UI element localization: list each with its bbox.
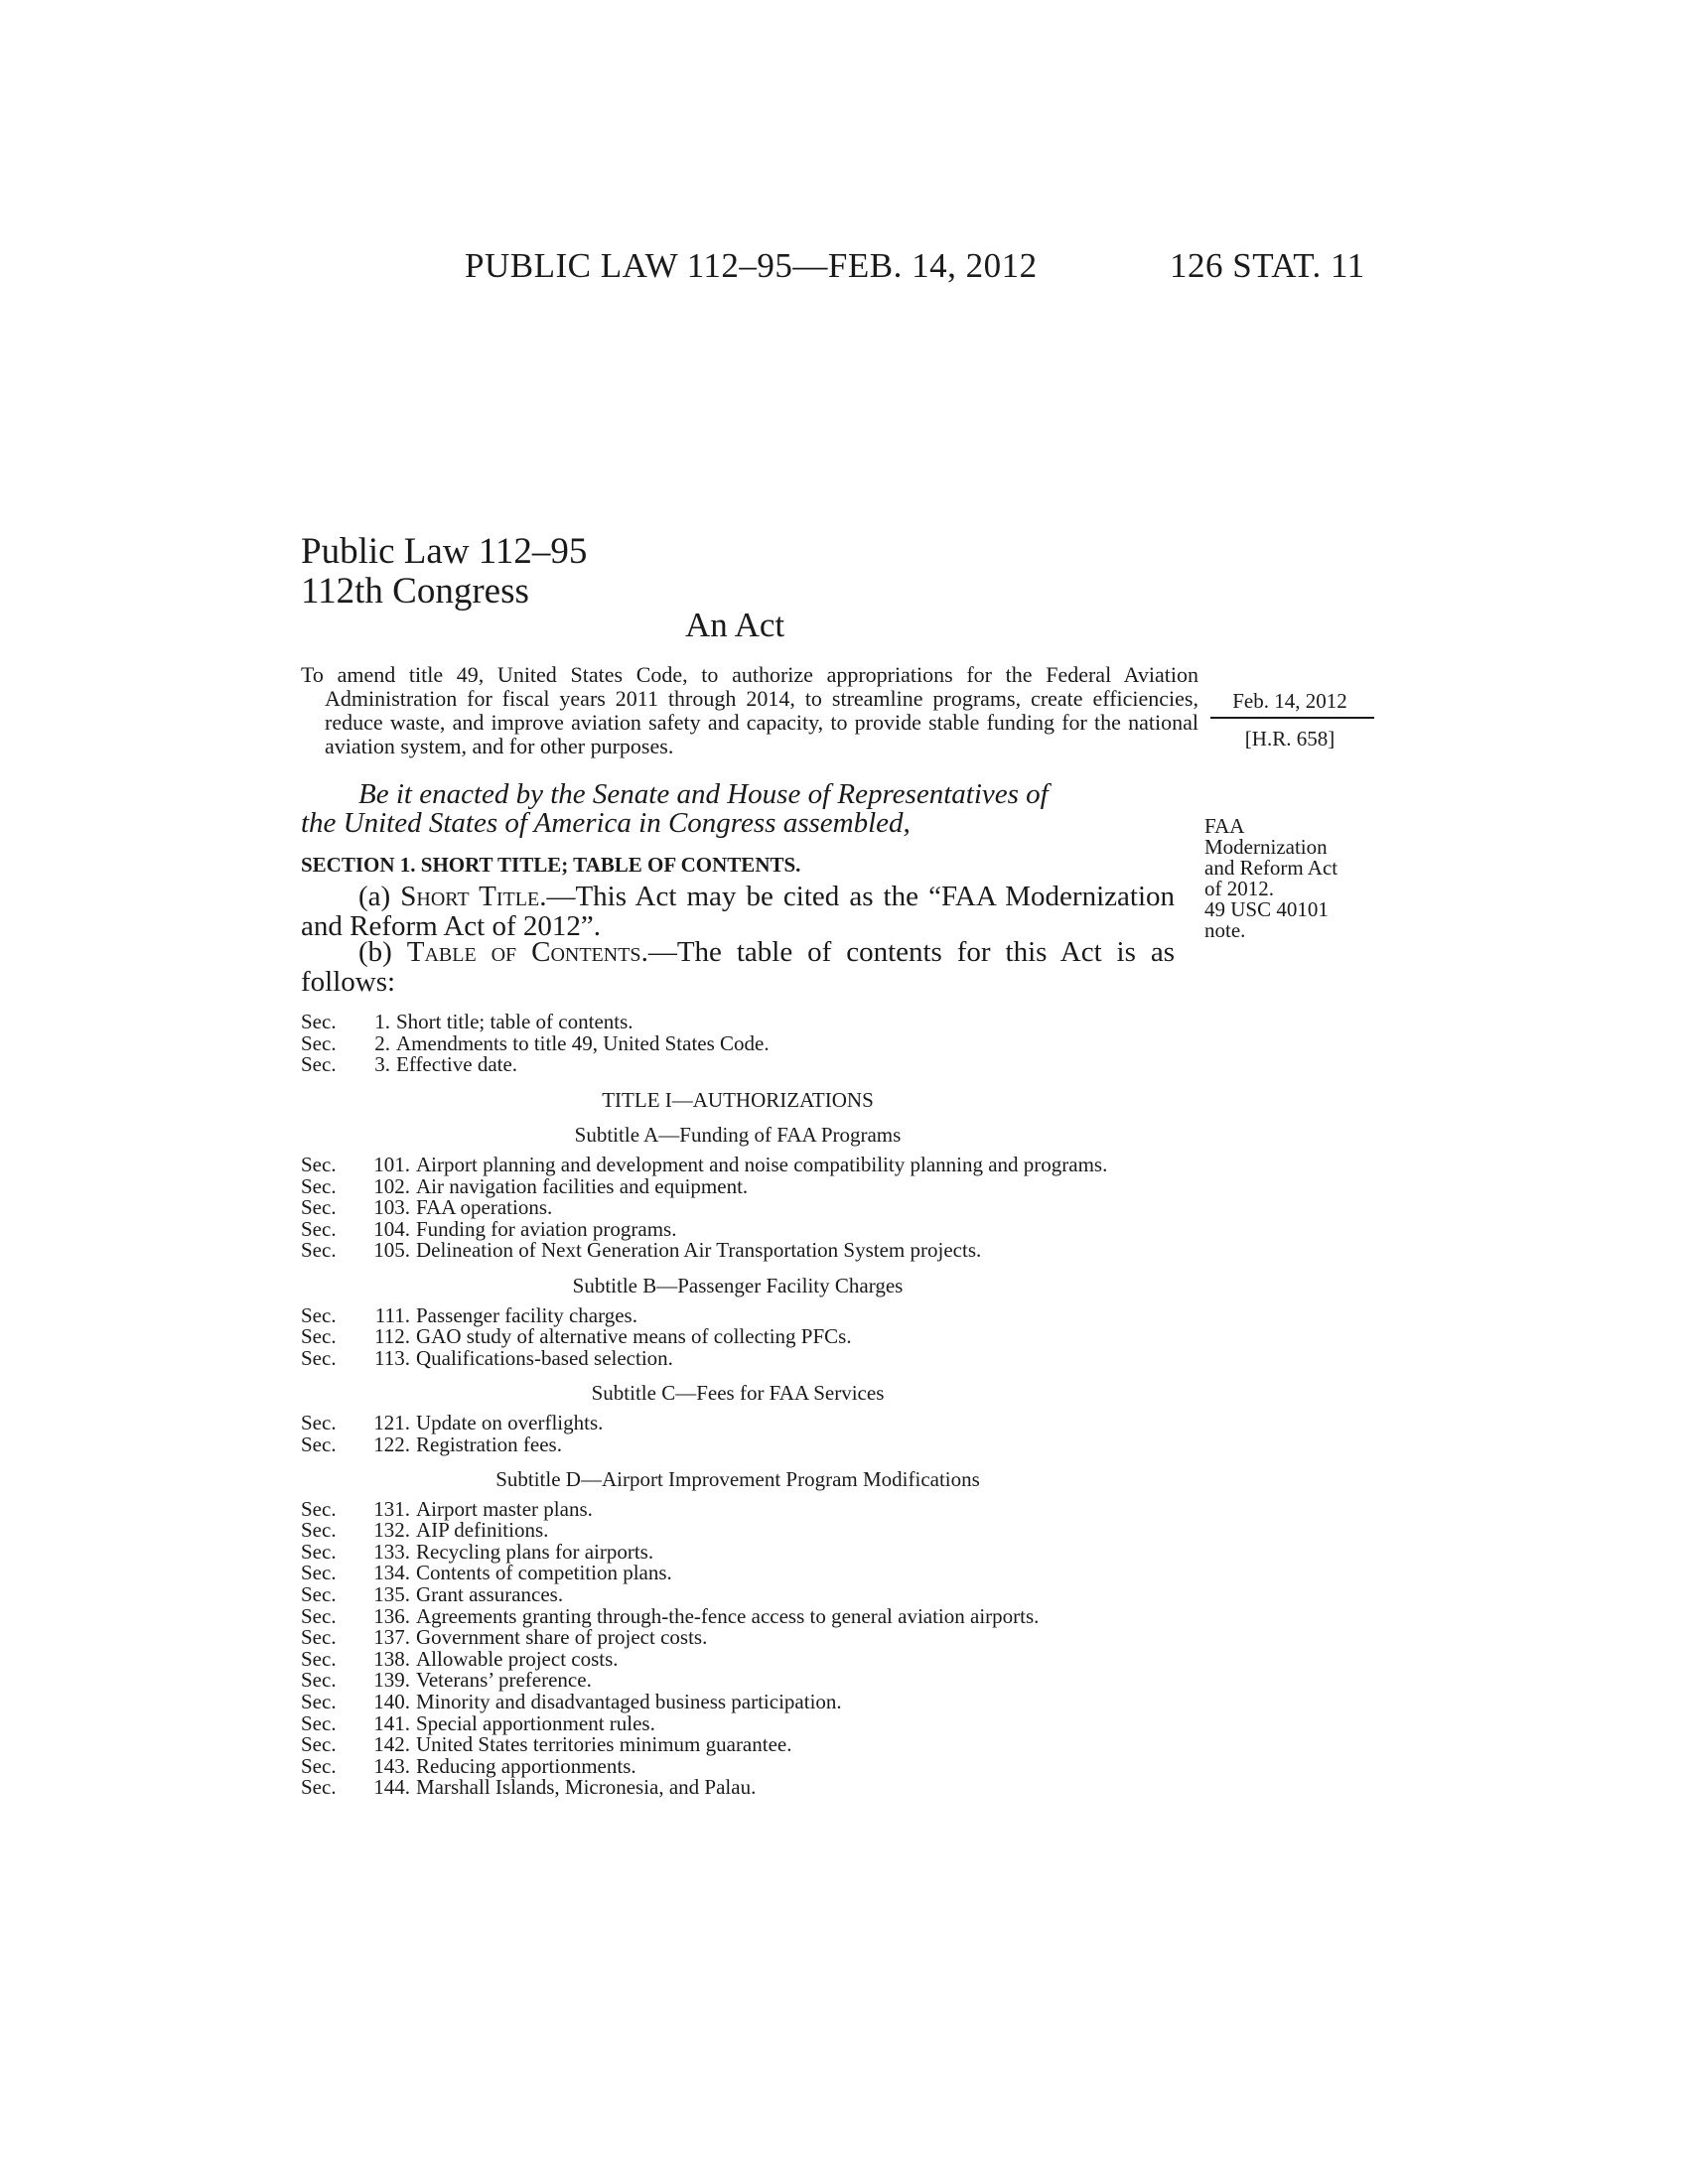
toc-text: Special apportionment rules. [416, 1710, 655, 1735]
toc-text: Effective date. [396, 1052, 518, 1077]
toc-num: 3. [374, 1052, 390, 1077]
toc-entry [301, 1646, 1175, 1671]
bill-number-note: [H.R. 658] [1244, 727, 1336, 751]
toc-num: 142. [373, 1732, 410, 1757]
toc-entry [301, 1670, 1175, 1692]
toc-text: Marshall Islands, Micronesia, and Palau. [416, 1775, 757, 1800]
margin-note-line: of 2012. [1204, 877, 1274, 900]
page-number: 126 STAT. 11 [1170, 246, 1365, 285]
toc-entry [301, 1753, 1175, 1778]
toc-text: Government share of project costs. [416, 1625, 708, 1650]
toc-entry [301, 1603, 1175, 1628]
toc-num: 132. [373, 1518, 410, 1543]
toc-text: FAA operations. [416, 1195, 553, 1220]
toc-num: 111. [374, 1302, 410, 1327]
toc-sec: Sec. [301, 1195, 337, 1220]
toc-num: 112. [374, 1324, 410, 1349]
short-title-text: .—This Act may be cited as the “FAA Modernization and Reform Act of 2012”. [301, 881, 1176, 942]
short-title-label: Short Title [400, 881, 540, 912]
toc-entry [301, 1734, 1175, 1756]
toc-num: 133. [373, 1539, 410, 1564]
toc-num: 140. [373, 1690, 410, 1714]
running-header-left: PUBLIC LAW 112–95—FEB. 14, 2012 [465, 246, 1038, 285]
toc-num: 122. [373, 1432, 410, 1456]
toc-entry [301, 1627, 1175, 1649]
toc-text: GAO study of alternative means of collecting PFCs. [416, 1324, 852, 1349]
toc-sec: Sec. [301, 1561, 337, 1585]
toc-text: Funding for aviation programs. [416, 1216, 677, 1241]
toc-text: Veterans’ preference. [416, 1668, 592, 1693]
toc-num: 138. [373, 1646, 410, 1671]
toc-entry [301, 1326, 1175, 1348]
toc-entry [301, 1152, 1175, 1176]
toc-entry [301, 1240, 1175, 1262]
toc-sec: Sec. [301, 1010, 337, 1033]
toc-num: 101. [373, 1152, 410, 1176]
toc-text: Air navigation facilities and equipment. [416, 1173, 749, 1198]
subtitle-heading: Subtitle D—Airport Improvement Program Modifications [495, 1467, 980, 1492]
para-prefix: (a) [358, 881, 401, 912]
toc-text: Short title; table of contents. [396, 1010, 633, 1033]
margin-note-line: Modernization [1204, 835, 1328, 859]
toc-sec: Sec. [301, 1518, 337, 1543]
para-prefix: (b) [358, 936, 407, 968]
toc-num: 113. [374, 1345, 410, 1370]
title-heading: TITLE I—AUTHORIZATIONS [602, 1087, 874, 1112]
toc-sec: Sec. [301, 1238, 337, 1263]
toc-sec: Sec. [301, 1345, 337, 1370]
toc-num: 144. [373, 1775, 410, 1800]
toc-entry [301, 1692, 1175, 1713]
toc-sec: Sec. [301, 1603, 337, 1628]
toc-num: 103. [373, 1195, 410, 1220]
toc-sec: Sec. [301, 1173, 337, 1198]
toc-entry [301, 1173, 1175, 1198]
toc-entry [301, 1520, 1175, 1542]
margin-note-line: 49 USC 40101 [1204, 897, 1329, 921]
law-number: Public Law 112–95 [301, 531, 588, 572]
toc-num: 134. [373, 1561, 410, 1585]
toc-entry [301, 1197, 1175, 1219]
toc-text: Update on overflights. [416, 1410, 604, 1434]
toc-text: Airport master plans. [416, 1496, 593, 1521]
toc-entry [301, 1012, 1175, 1033]
enacting-clause-line2: the United States of America in Congress assembled, [301, 807, 911, 839]
side-note-divider [1210, 717, 1374, 719]
toc-num: 135. [373, 1582, 410, 1607]
short-title-paragraph [301, 882, 1175, 941]
act-heading: An Act [685, 606, 785, 644]
subtitle-heading: Subtitle B—Passenger Facility Charges [572, 1273, 904, 1297]
margin-note-line: note. [1204, 918, 1246, 942]
toc-entry [301, 1710, 1175, 1735]
subtitle-heading: Subtitle A—Funding of FAA Programs [574, 1123, 902, 1148]
toc-sec: Sec. [301, 1539, 337, 1564]
margin-note-line: and Reform Act [1204, 856, 1338, 880]
toc-text: Passenger facility charges. [416, 1302, 637, 1327]
enactment-date-note: Feb. 14, 2012 [1232, 689, 1347, 713]
toc-text: Contents of competition plans. [416, 1561, 672, 1585]
toc-sec: Sec. [301, 1324, 337, 1349]
toc-sec: Sec. [301, 1668, 337, 1693]
table-of-contents [301, 1012, 1175, 1799]
toc-num: 1. [374, 1010, 390, 1033]
toc-entry [301, 1302, 1175, 1327]
toc-sec: Sec. [301, 1732, 337, 1757]
toc-text: United States territories minimum guarantee. [416, 1732, 792, 1757]
toc-intro-text: .—The table of contents for this Act is as follows: [301, 936, 1175, 998]
toc-sec: Sec. [301, 1152, 337, 1176]
toc-num: 143. [373, 1753, 410, 1778]
toc-sec: Sec. [301, 1625, 337, 1650]
toc-text: Allowable project costs. [416, 1646, 619, 1671]
toc-sec: Sec. [301, 1030, 337, 1055]
toc-text: Agreements granting through-the-fence access to general aviation airports. [416, 1603, 1040, 1628]
toc-sec: Sec. [301, 1432, 337, 1456]
congress-number: 112th Congress [301, 571, 529, 612]
toc-num: 137. [373, 1625, 410, 1650]
toc-text: Registration fees. [416, 1432, 562, 1456]
margin-note-line: FAA [1204, 814, 1245, 838]
toc-num: 2. [374, 1030, 390, 1055]
toc-num: 141. [373, 1710, 410, 1735]
margin-note [1204, 816, 1378, 941]
toc-sec: Sec. [301, 1646, 337, 1671]
toc-entry [301, 1539, 1175, 1564]
toc-text: AIP definitions. [416, 1518, 549, 1543]
toc-entry [301, 1434, 1175, 1456]
toc-entry [301, 1584, 1175, 1606]
toc-num: 102. [373, 1173, 410, 1198]
toc-entry [301, 1054, 1175, 1076]
table-of-contents-paragraph [301, 937, 1175, 997]
toc-sec: Sec. [301, 1216, 337, 1241]
section-heading: SECTION 1. SHORT TITLE; TABLE OF CONTENTS. [301, 853, 801, 877]
toc-num: 121. [373, 1410, 410, 1434]
toc-num: 105. [373, 1238, 410, 1263]
enacting-clause [301, 780, 1175, 838]
purpose-clause: To amend title 49, United States Code, to authorize appropriations for the Federal Aviation Administration for fiscal years 2011 through 2014, to streamline programs, create efficiencies, reduce waste, and improve aviation safety and capacity, to provide stable funding for the national aviation system, and for other purposes. [301, 662, 1198, 758]
toc-entry [301, 1030, 1175, 1055]
toc-entry [301, 1345, 1175, 1370]
toc-label: Table of Contents [406, 936, 641, 968]
toc-sec: Sec. [301, 1052, 337, 1077]
toc-text: Airport planning and development and noise compatibility planning and programs. [416, 1152, 1108, 1176]
toc-sec: Sec. [301, 1710, 337, 1735]
subtitle-heading: Subtitle C—Fees for FAA Services [591, 1381, 885, 1406]
toc-sec: Sec. [301, 1582, 337, 1607]
toc-text: Amendments to title 49, United States Code. [396, 1030, 770, 1055]
toc-num: 139. [373, 1668, 410, 1693]
toc-text: Recycling plans for airports. [416, 1539, 654, 1564]
enacting-clause-line1: Be it enacted by the Senate and House of Representatives of [358, 778, 1049, 810]
toc-text: Grant assurances. [416, 1582, 564, 1607]
toc-entry [301, 1563, 1175, 1584]
toc-text: Reducing apportionments. [416, 1753, 636, 1778]
toc-entry [301, 1410, 1175, 1434]
toc-text: Delineation of Next Generation Air Transportation System projects. [416, 1238, 982, 1263]
toc-sec: Sec. [301, 1775, 337, 1800]
toc-num: 136. [373, 1603, 410, 1628]
toc-sec: Sec. [301, 1690, 337, 1714]
toc-text: Minority and disadvantaged business participation. [416, 1690, 842, 1714]
toc-text: Qualifications-based selection. [416, 1345, 673, 1370]
toc-num: 131. [373, 1496, 410, 1521]
toc-entry [301, 1777, 1175, 1799]
toc-num: 104. [373, 1216, 410, 1241]
toc-sec: Sec. [301, 1302, 337, 1327]
toc-sec: Sec. [301, 1496, 337, 1521]
toc-sec: Sec. [301, 1410, 337, 1434]
toc-sec: Sec. [301, 1753, 337, 1778]
toc-entry [301, 1496, 1175, 1521]
toc-entry [301, 1216, 1175, 1241]
